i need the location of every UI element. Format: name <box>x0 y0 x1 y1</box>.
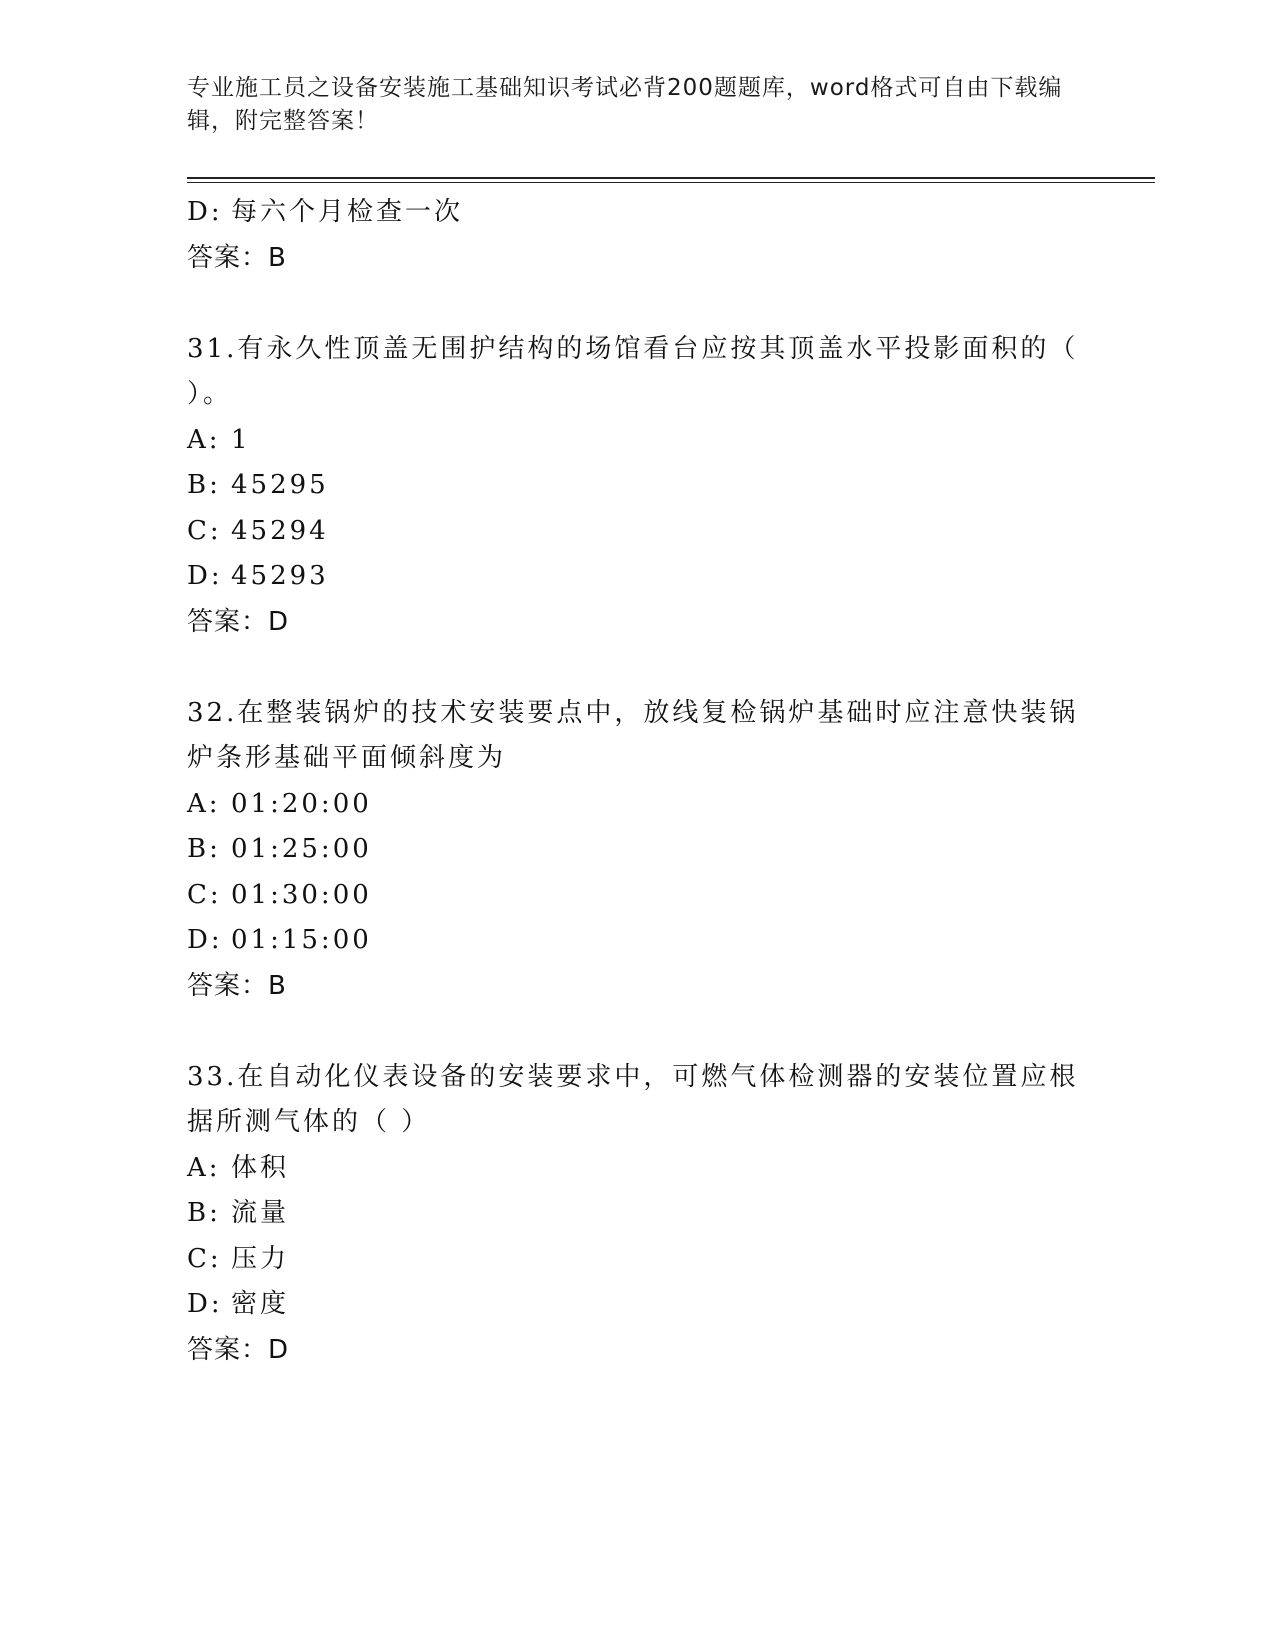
option-d: D: 45293 <box>187 561 329 591</box>
page-header-title: 专业施工员之设备安装施工基础知识考试必背200题题库，word格式可自由下载编辑，附完整答案！ <box>187 75 1063 134</box>
option-a: A: 1 <box>187 424 251 455</box>
spacer <box>187 281 1087 327</box>
question-stem: 32.在整装锅炉的技术安装要点中，放线复检锅炉基础时应注意快装锅 <box>187 697 1079 728</box>
answer: 答案：B <box>187 970 287 1001</box>
question-stem: 31.有永久性顶盖无围护结构的场馆看台应按其顶盖水平投影面积的（ <box>187 333 1079 364</box>
header-divider-thin <box>187 182 1155 183</box>
question-stem: 33.在自动化仪表设备的安装要求中，可燃气体检测器的安装位置应根 <box>187 1061 1079 1092</box>
question-list <box>187 190 1087 1373</box>
option-b: B: 流量 <box>187 1198 290 1228</box>
option-c: C: 压力 <box>187 1243 290 1274</box>
question-stem-cont: 炉条形基础平面倾斜度为 <box>187 743 507 773</box>
option-d: D: 密度 <box>187 1289 290 1319</box>
question-stem-cont: ）。 <box>187 379 233 409</box>
prev-answer: 答案：B <box>187 242 287 273</box>
option-d: D: 01:15:00 <box>187 925 372 955</box>
question-32 <box>187 691 1087 1010</box>
answer: 答案：D <box>187 1334 290 1365</box>
question-stem-cont: 据所测气体的（ ） <box>187 1107 431 1137</box>
header-divider-thick <box>187 177 1155 179</box>
spacer <box>187 1009 1087 1055</box>
spacer <box>187 645 1087 691</box>
option-c: C: 45294 <box>187 515 329 546</box>
option-b: B: 45295 <box>187 470 329 500</box>
option-a: A: 体积 <box>187 1152 290 1183</box>
question-33 <box>187 1055 1087 1374</box>
answer: 答案：D <box>187 606 290 637</box>
option-c: C: 01:30:00 <box>187 879 372 910</box>
prev-option-d: D: 每六个月检查一次 <box>187 197 464 227</box>
option-b: B: 01:25:00 <box>187 834 372 864</box>
option-a: A: 01:20:00 <box>187 788 372 819</box>
question-31 <box>187 327 1087 646</box>
